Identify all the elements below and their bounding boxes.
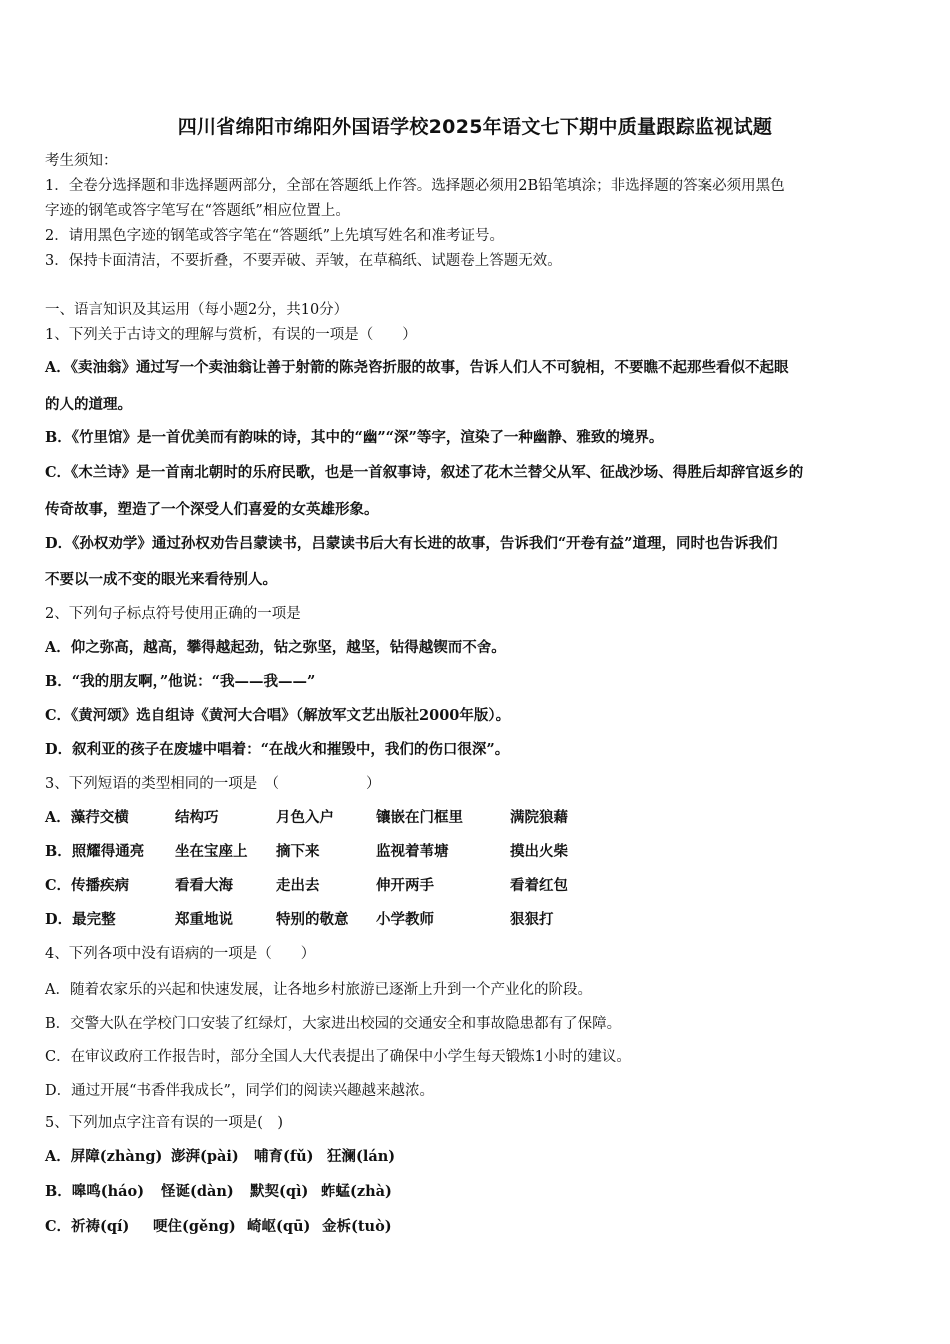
phrase: 狠狠打 (510, 911, 554, 928)
phrase: 月色入户 (276, 809, 334, 826)
notice-line: 1．全卷分选择题和非选择题两部分，全部在答题纸上作答。选择题必须用2B铅笔填涂；非选择题的答案必须用黑色 (45, 178, 785, 194)
q4-option-b: B．交警大队在学校门口安装了红绿灯，大家进出校园的交通安全和事故隐患都有了保障。 (45, 1016, 622, 1032)
q1-option-a: A．《卖油翁》通过写一个卖油翁让善于射箭的陈尧咨折服的故事，告诉人们人不可貌相，不要瞧不起那些看似不起眼 (45, 359, 789, 376)
q4-option-d: D．通过开展“书香伴我成长”，同学们的阅读兴趣越来越浓。 (45, 1083, 434, 1099)
phrase: 监视着苇塘 (376, 843, 449, 860)
question-5-stem: 5、下列加点字注音有误的一项是( ) (45, 1115, 284, 1131)
question-3-stem: 3、下列短语的类型相同的一项是 （ ） (45, 776, 381, 792)
q2-option-d: D．叙利亚的孩子在废墟中唱着：“在战火和摧毁中，我们的伤口很深”。 (45, 741, 510, 758)
phrase: A．藻荇交横 (45, 809, 129, 826)
phrase: 镶嵌在门框里 (376, 809, 463, 826)
q1-option-a-cont: 的人的道理。 (45, 396, 132, 413)
section-heading: 一、语言知识及其运用（每小题2分，共10分） (45, 302, 349, 318)
phrase: 摸出火柴 (510, 843, 568, 860)
notice-line: 字迹的钢笔或答字笔写在“答题纸”相应位置上。 (45, 203, 350, 219)
q4-option-a: A．随着农家乐的兴起和快速发展，让各地乡村旅游已逐渐上升到一个产业化的阶段。 (45, 982, 592, 998)
pinyin-item: A．屏障(zhàng) (45, 1148, 163, 1165)
phrase: 郑重地说 (175, 911, 233, 928)
pinyin-item: 金柝(tuò) (322, 1218, 392, 1235)
q1-option-c: C．《木兰诗》是一首南北朝时的乐府民歌，也是一首叙事诗，叙述了花木兰替父从军、征战沙场、得胜后却辞官返乡的 (45, 464, 804, 481)
phrase: C．传播疾病 (45, 877, 130, 894)
phrase: 特别的敬意 (276, 911, 349, 928)
question-4-stem: 4、下列各项中没有语病的一项是（ ） (45, 946, 316, 962)
pinyin-item: 蚱蜢(zhà) (321, 1183, 392, 1200)
phrase: 走出去 (276, 877, 320, 894)
pinyin-item: B．嗥鸣(háo) (45, 1183, 145, 1200)
phrase: 伸开两手 (376, 877, 434, 894)
page-title: 四川省绵阳市绵阳外国语学校2025年语文七下期中质量跟踪监视试题 (177, 116, 773, 138)
pinyin-item: 崎岖(qū) (247, 1218, 311, 1235)
pinyin-item: 哽住(gěng) (153, 1218, 236, 1235)
phrase: 满院狼藉 (510, 809, 568, 826)
notice-line: 3．保持卡面清洁，不要折叠，不要弄破、弄皱，在草稿纸、试题卷上答题无效。 (45, 253, 562, 269)
phrase: 看看大海 (175, 877, 233, 894)
q2-option-b: B．“我的朋友啊，”他说：“我——我——” (45, 673, 316, 690)
phrase: D．最完整 (45, 911, 116, 928)
question-2-stem: 2、下列句子标点符号使用正确的一项是 (45, 606, 301, 622)
q1-option-b: B．《竹里馆》是一首优美而有韵味的诗，其中的“幽”“深”等字，渲染了一种幽静、雅致的境界。 (45, 429, 664, 446)
q1-option-c-cont: 传奇故事，塑造了一个深受人们喜爱的女英雄形象。 (45, 501, 379, 518)
pinyin-item: 狂澜(lán) (327, 1148, 396, 1165)
phrase: B．照耀得通亮 (45, 843, 145, 860)
q2-option-c: C．《黄河颂》选自组诗《黄河大合唱》（解放军文艺出版社2000年版）。 (45, 707, 511, 724)
pinyin-item: 澎湃(pài) (171, 1148, 239, 1165)
pinyin-item: C．祈祷(qí) (45, 1218, 130, 1235)
q4-option-c: C．在审议政府工作报告时，部分全国人大代表提出了确保中小学生每天锻炼1小时的建议。 (45, 1049, 631, 1065)
q1-option-d-cont: 不要以一成不变的眼光来看待别人。 (45, 571, 277, 588)
pinyin-item: 哺育(fǔ) (254, 1148, 314, 1165)
phrase: 结构巧 (175, 809, 219, 826)
notice-heading: 考生须知： (45, 153, 118, 169)
pinyin-item: 默契(qì) (250, 1183, 309, 1200)
phrase: 坐在宝座上 (175, 843, 248, 860)
notice-line: 2．请用黑色字迹的钢笔或答字笔在“答题纸”上先填写姓名和准考证号。 (45, 228, 505, 244)
q2-option-a: A．仰之弥高，越高，攀得越起劲，钻之弥坚，越坚，钻得越锲而不舍。 (45, 639, 506, 656)
phrase: 摘下来 (276, 843, 320, 860)
question-1-stem: 1、下列关于古诗文的理解与赏析，有误的一项是（ ） (45, 327, 417, 343)
q1-option-d: D．《孙权劝学》通过孙权劝告吕蒙读书，吕蒙读书后大有长进的故事，告诉我们“开卷有益”道理，同时也告诉我们 (45, 535, 778, 552)
phrase: 看着红包 (510, 877, 568, 894)
phrase: 小学教师 (376, 911, 434, 928)
pinyin-item: 怪诞(dàn) (161, 1183, 234, 1200)
